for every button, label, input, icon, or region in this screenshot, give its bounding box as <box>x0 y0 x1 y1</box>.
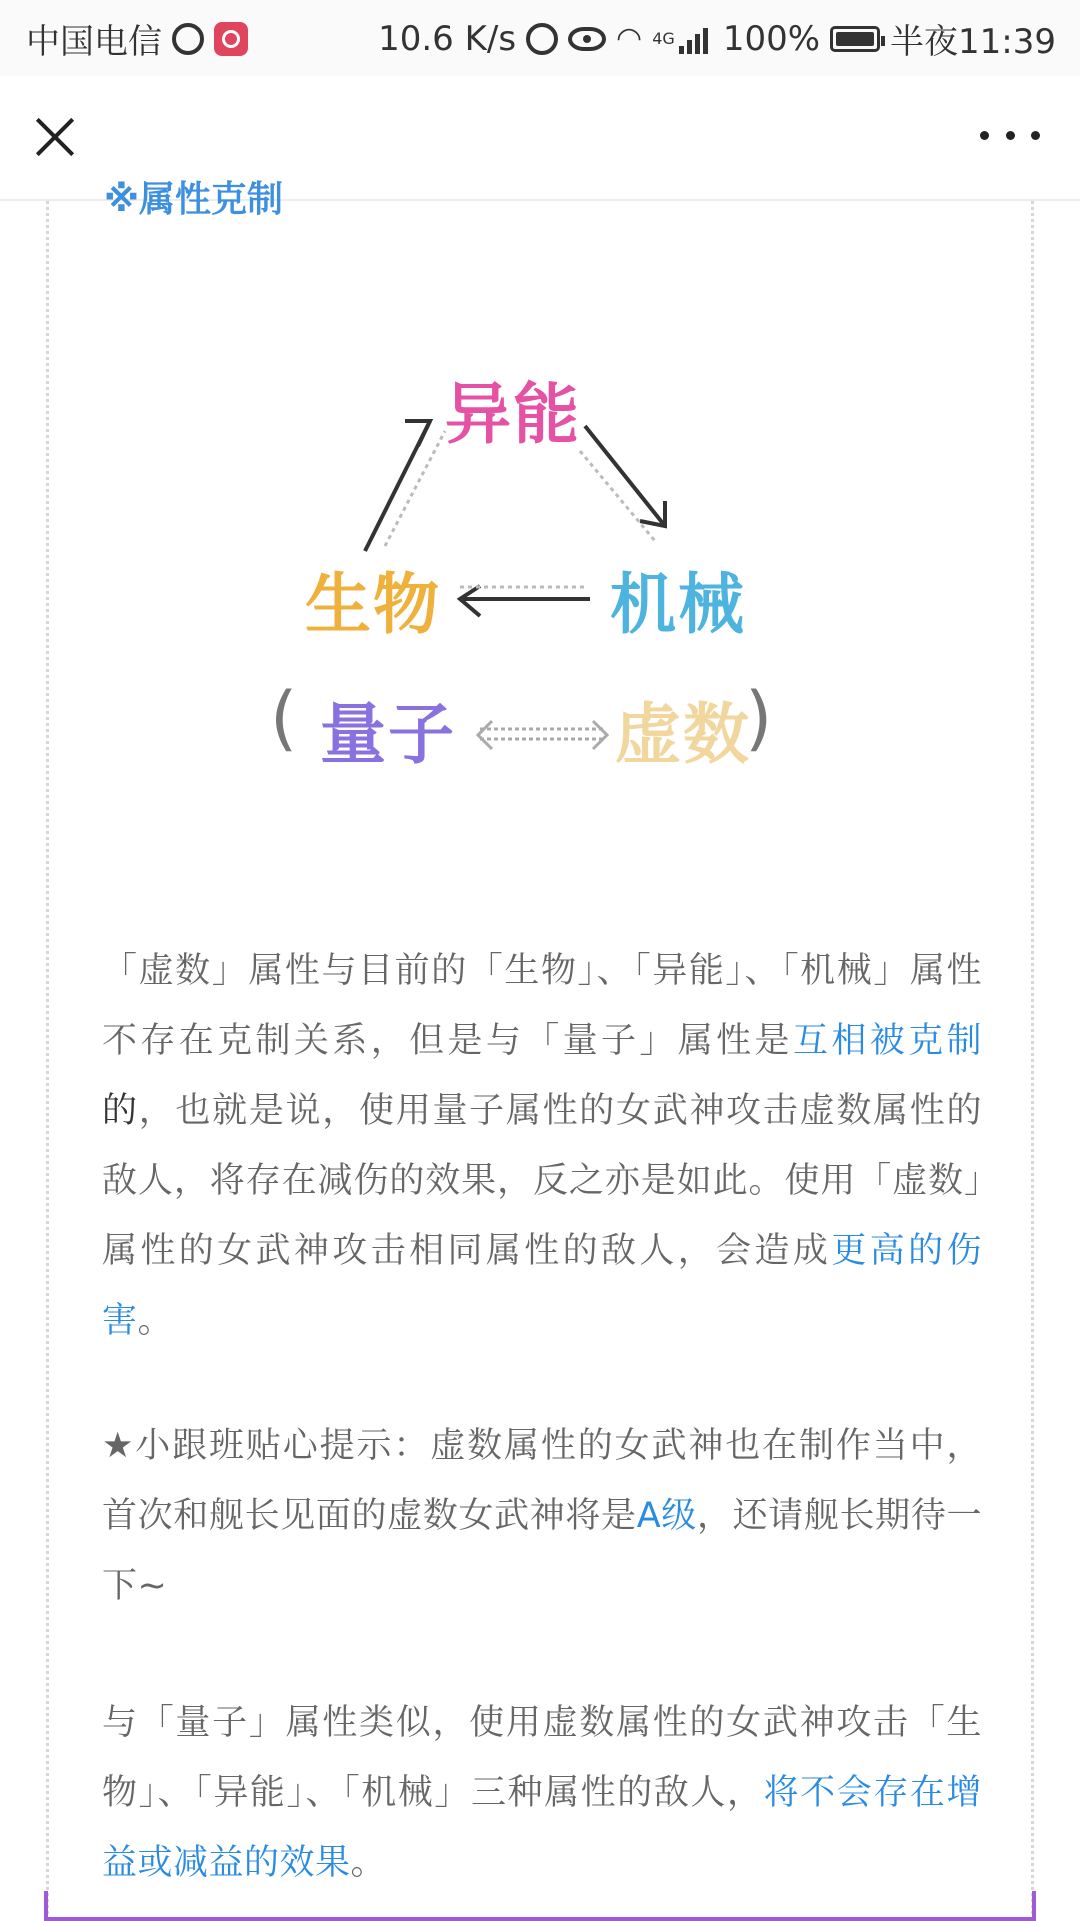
node-liangzi: 量子 <box>320 696 456 773</box>
p1-highlight-higher-damage: 更高的伤害 <box>102 1231 982 1341</box>
carrier-label: 中国电信 <box>26 22 162 62</box>
p2-highlight-a-rank: A级 <box>636 1496 697 1536</box>
network-type: 4G <box>652 29 675 48</box>
section-heading: ※属性克制 <box>104 179 283 220</box>
arrow-yineng-jixie <box>585 426 665 526</box>
wifi-icon: ◠ <box>616 21 643 56</box>
dashed-arrow-head-left <box>478 721 492 749</box>
battery-icon <box>830 26 880 52</box>
clock: 半夜11:39 <box>890 22 1056 62</box>
paragraph-3 <box>102 1688 982 1898</box>
node-xushu: 虚数 <box>615 696 751 773</box>
p2-text-a: ★小跟班贴心提示：虚数属性的女武神也在制作当中，首次和舰长见面的虚数女武神将是 <box>102 1426 982 1536</box>
p3-text-b: 。 <box>350 1843 387 1883</box>
battery-percent: 100% <box>722 18 821 59</box>
p1-text-c: ，也就是说，使用量子属性的女武神攻击虚数属性的敌人，将存在减伤的效果，反之亦是如此。使用「虚数」属性的女武神攻击相同属性的敌人，会造成 <box>102 1091 982 1271</box>
alarm-icon <box>526 23 558 55</box>
weibo-icon <box>172 23 204 55</box>
bracket-right-icon: ) <box>745 677 773 759</box>
p2-text-b: ，还请舰长期待一下~ <box>102 1496 982 1606</box>
bracket-left-icon: ( <box>270 677 298 759</box>
close-icon[interactable] <box>24 106 86 168</box>
p1-text-d: 。 <box>137 1301 174 1341</box>
article-content <box>0 179 1080 1920</box>
p3-text-a: 与「量子」属性类似，使用虚数属性的女武神攻击「生物」、「异能」、「机械」三种属性的敌人， <box>102 1703 982 1813</box>
p1-text-b: 的 <box>102 1091 139 1131</box>
app-notification-icon <box>214 22 248 56</box>
node-yineng: 异能 <box>445 376 581 453</box>
dashed-arrow-head-right <box>593 721 607 749</box>
paragraph-1 <box>102 936 982 1356</box>
node-shengwu: 生物 <box>305 566 441 643</box>
p1-highlight-mutual-counter: 互相被克制 <box>792 1021 982 1061</box>
p1-text-a: 「虚数」属性与目前的「生物」、「异能」、「机械」属性不存在克制关系，但是与「量子」属性是 <box>102 951 982 1061</box>
eye-comfort-icon <box>568 27 606 51</box>
attribute-counter-diagram <box>260 341 820 801</box>
paragraph-2-tip <box>102 1411 982 1621</box>
bottom-frame-border <box>44 1891 1036 1921</box>
more-icon[interactable] <box>980 120 1040 150</box>
signal-icon <box>679 24 713 54</box>
node-jixie: 机械 <box>610 566 746 643</box>
status-bar <box>0 0 1080 76</box>
network-speed: 10.6 K/s <box>378 18 517 59</box>
p3-highlight-no-buff: 将不会存在增益或减益的效果 <box>102 1773 982 1883</box>
